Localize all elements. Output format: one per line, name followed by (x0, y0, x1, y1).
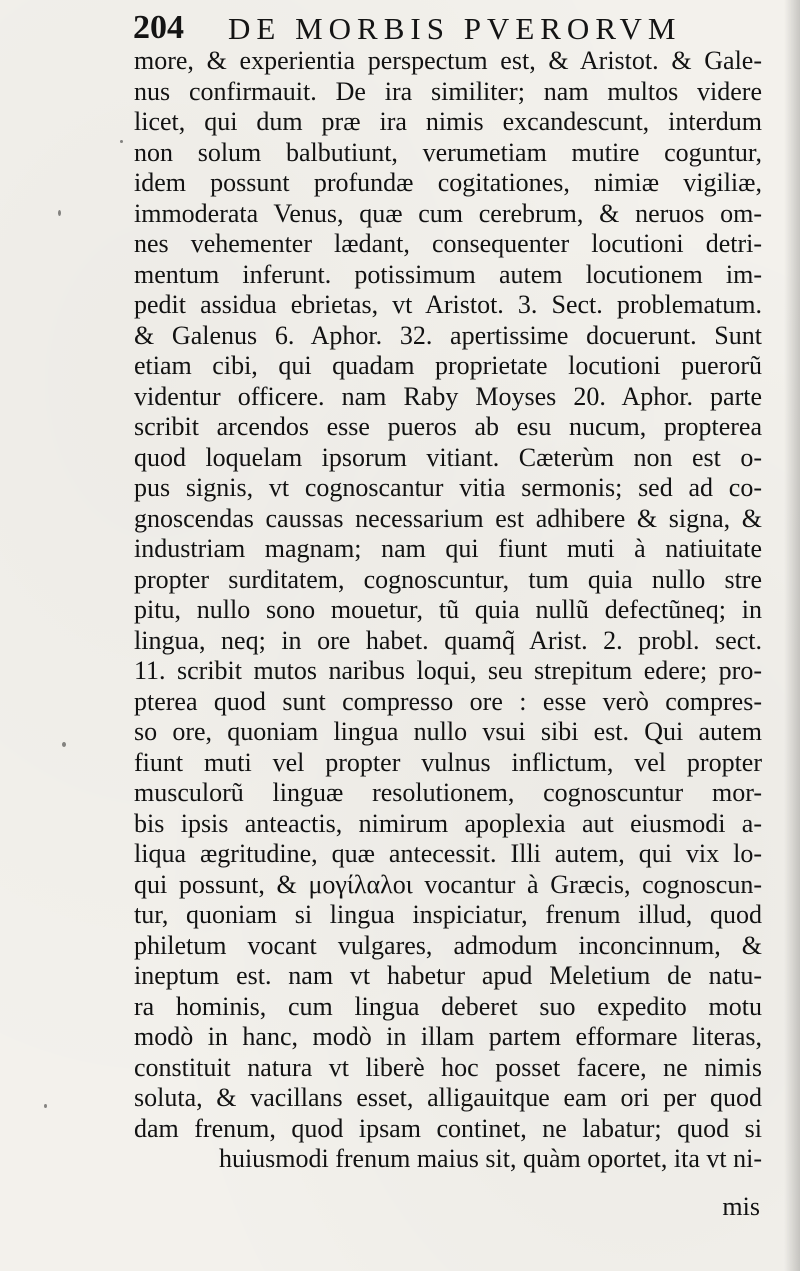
text-line: idem possunt profundæ cogitationes, nimiæ vigiliæ, (134, 168, 762, 197)
text-line: licet, qui dum præ ira nimis excandescunt, interdum (134, 107, 762, 136)
ink-speck (62, 742, 66, 747)
text-line: nus confirmauit. De ira similiter; nam multos videre (134, 76, 762, 106)
text-line: videntur officere. nam Raby Moyses 20. Aphor. parte (134, 381, 762, 411)
text-line: scribit arcendos esse pueros ab esu nucum, propterea (134, 412, 762, 441)
text-line: philetum vocant vulgares, admodum inconcinnum, & (134, 930, 762, 960)
body-text (134, 46, 762, 1175)
text-line: liqua ægritudine, quæ antecessit. Illi autem, qui vix lo- (134, 839, 762, 868)
text-line: mentum inferunt. potissimum autem locutionem im- (134, 259, 762, 289)
text-line: pterea quod sunt compresso ore : esse verò compres- (134, 686, 762, 716)
running-title: DE MORBIS PVERORVM (228, 11, 682, 46)
text-line: industriam magnam; nam qui fiunt muti à natiuitate (134, 534, 762, 563)
text-line: ra hominis, cum lingua deberet suo expedito motu (134, 991, 762, 1021)
ink-speck (120, 140, 123, 143)
text-line: pus signis, vt cognoscantur vitia sermonis; sed ad co- (134, 473, 762, 502)
catchword: mis (722, 1192, 760, 1221)
ink-speck (44, 1104, 47, 1108)
text-line: ineptum est. nam vt habetur apud Meletium de natu- (134, 961, 762, 990)
text-line: lingua, neq; in ore habet. quamq̃ Arist. 2. probl. sect. (134, 625, 762, 655)
text-line: quod loquelam ipsorum vitiant. Cæterùm non est o- (134, 442, 762, 472)
text-line: fiunt muti vel propter vulnus inflictum, vel propter (134, 747, 762, 777)
page-edge-shadow (784, 0, 800, 1271)
text-line: non solum balbutiunt, verumetiam mutire coguntur, (134, 137, 762, 167)
text-line: modò in hanc, modò in illam partem efformare literas, (134, 1022, 762, 1051)
text-line: pedit assidua ebrietas, vt Aristot. 3. Sect. problematum. (134, 290, 762, 319)
text-line: 11. scribit mutos naribus loqui, seu strepitum edere; pro- (134, 656, 762, 685)
text-line: qui possunt, & μογίλαλοι vocantur à Græcis, cognoscun- (134, 869, 762, 899)
text-line: immoderata Venus, quæ cum cerebrum, & neruos om- (134, 198, 762, 228)
text-line: musculorũ linguæ resolutionem, cognoscuntur mor- (134, 778, 762, 807)
page-number: 204 (133, 9, 184, 46)
text-line: pitu, nullo sono mouetur, tũ quia nullũ defectũneq; in (134, 595, 762, 624)
ink-speck (58, 210, 61, 216)
text-line: bis ipsis anteactis, nimirum apoplexia aut eiusmodi a- (134, 808, 762, 838)
text-line: dam frenum, quod ipsam continet, ne labatur; quod si (134, 1113, 762, 1143)
text-line: gnoscendas caussas necessarium est adhibere & signa, & (134, 503, 762, 533)
text-line: soluta, & vacillans esset, alligauitque eam ori per quod (134, 1083, 762, 1112)
text-line: huiusmodi frenum maius sit, quàm oportet, ita vt ni- (218, 1144, 762, 1173)
text-line: constituit natura vt liberè hoc posset facere, ne nimis (134, 1052, 762, 1082)
text-line: so ore, quoniam lingua nullo vsui sibi est. Qui autem (134, 717, 762, 746)
text-line: nes vehementer lædant, consequenter locutioni detri- (134, 229, 762, 258)
text-line: propter surditatem, cognoscuntur, tum quia nullo stre (134, 564, 762, 594)
running-head (133, 8, 763, 48)
text-line: & Galenus 6. Aphor. 32. apertissime docuerunt. Sunt (134, 320, 762, 350)
text-line: etiam cibi, qui quadam proprietate locutioni puerorũ (134, 351, 762, 380)
text-line: more, & experientia perspectum est, & Aristot. & Gale- (134, 46, 762, 75)
text-line: tur, quoniam si lingua inspiciatur, frenum illud, quod (134, 900, 762, 929)
